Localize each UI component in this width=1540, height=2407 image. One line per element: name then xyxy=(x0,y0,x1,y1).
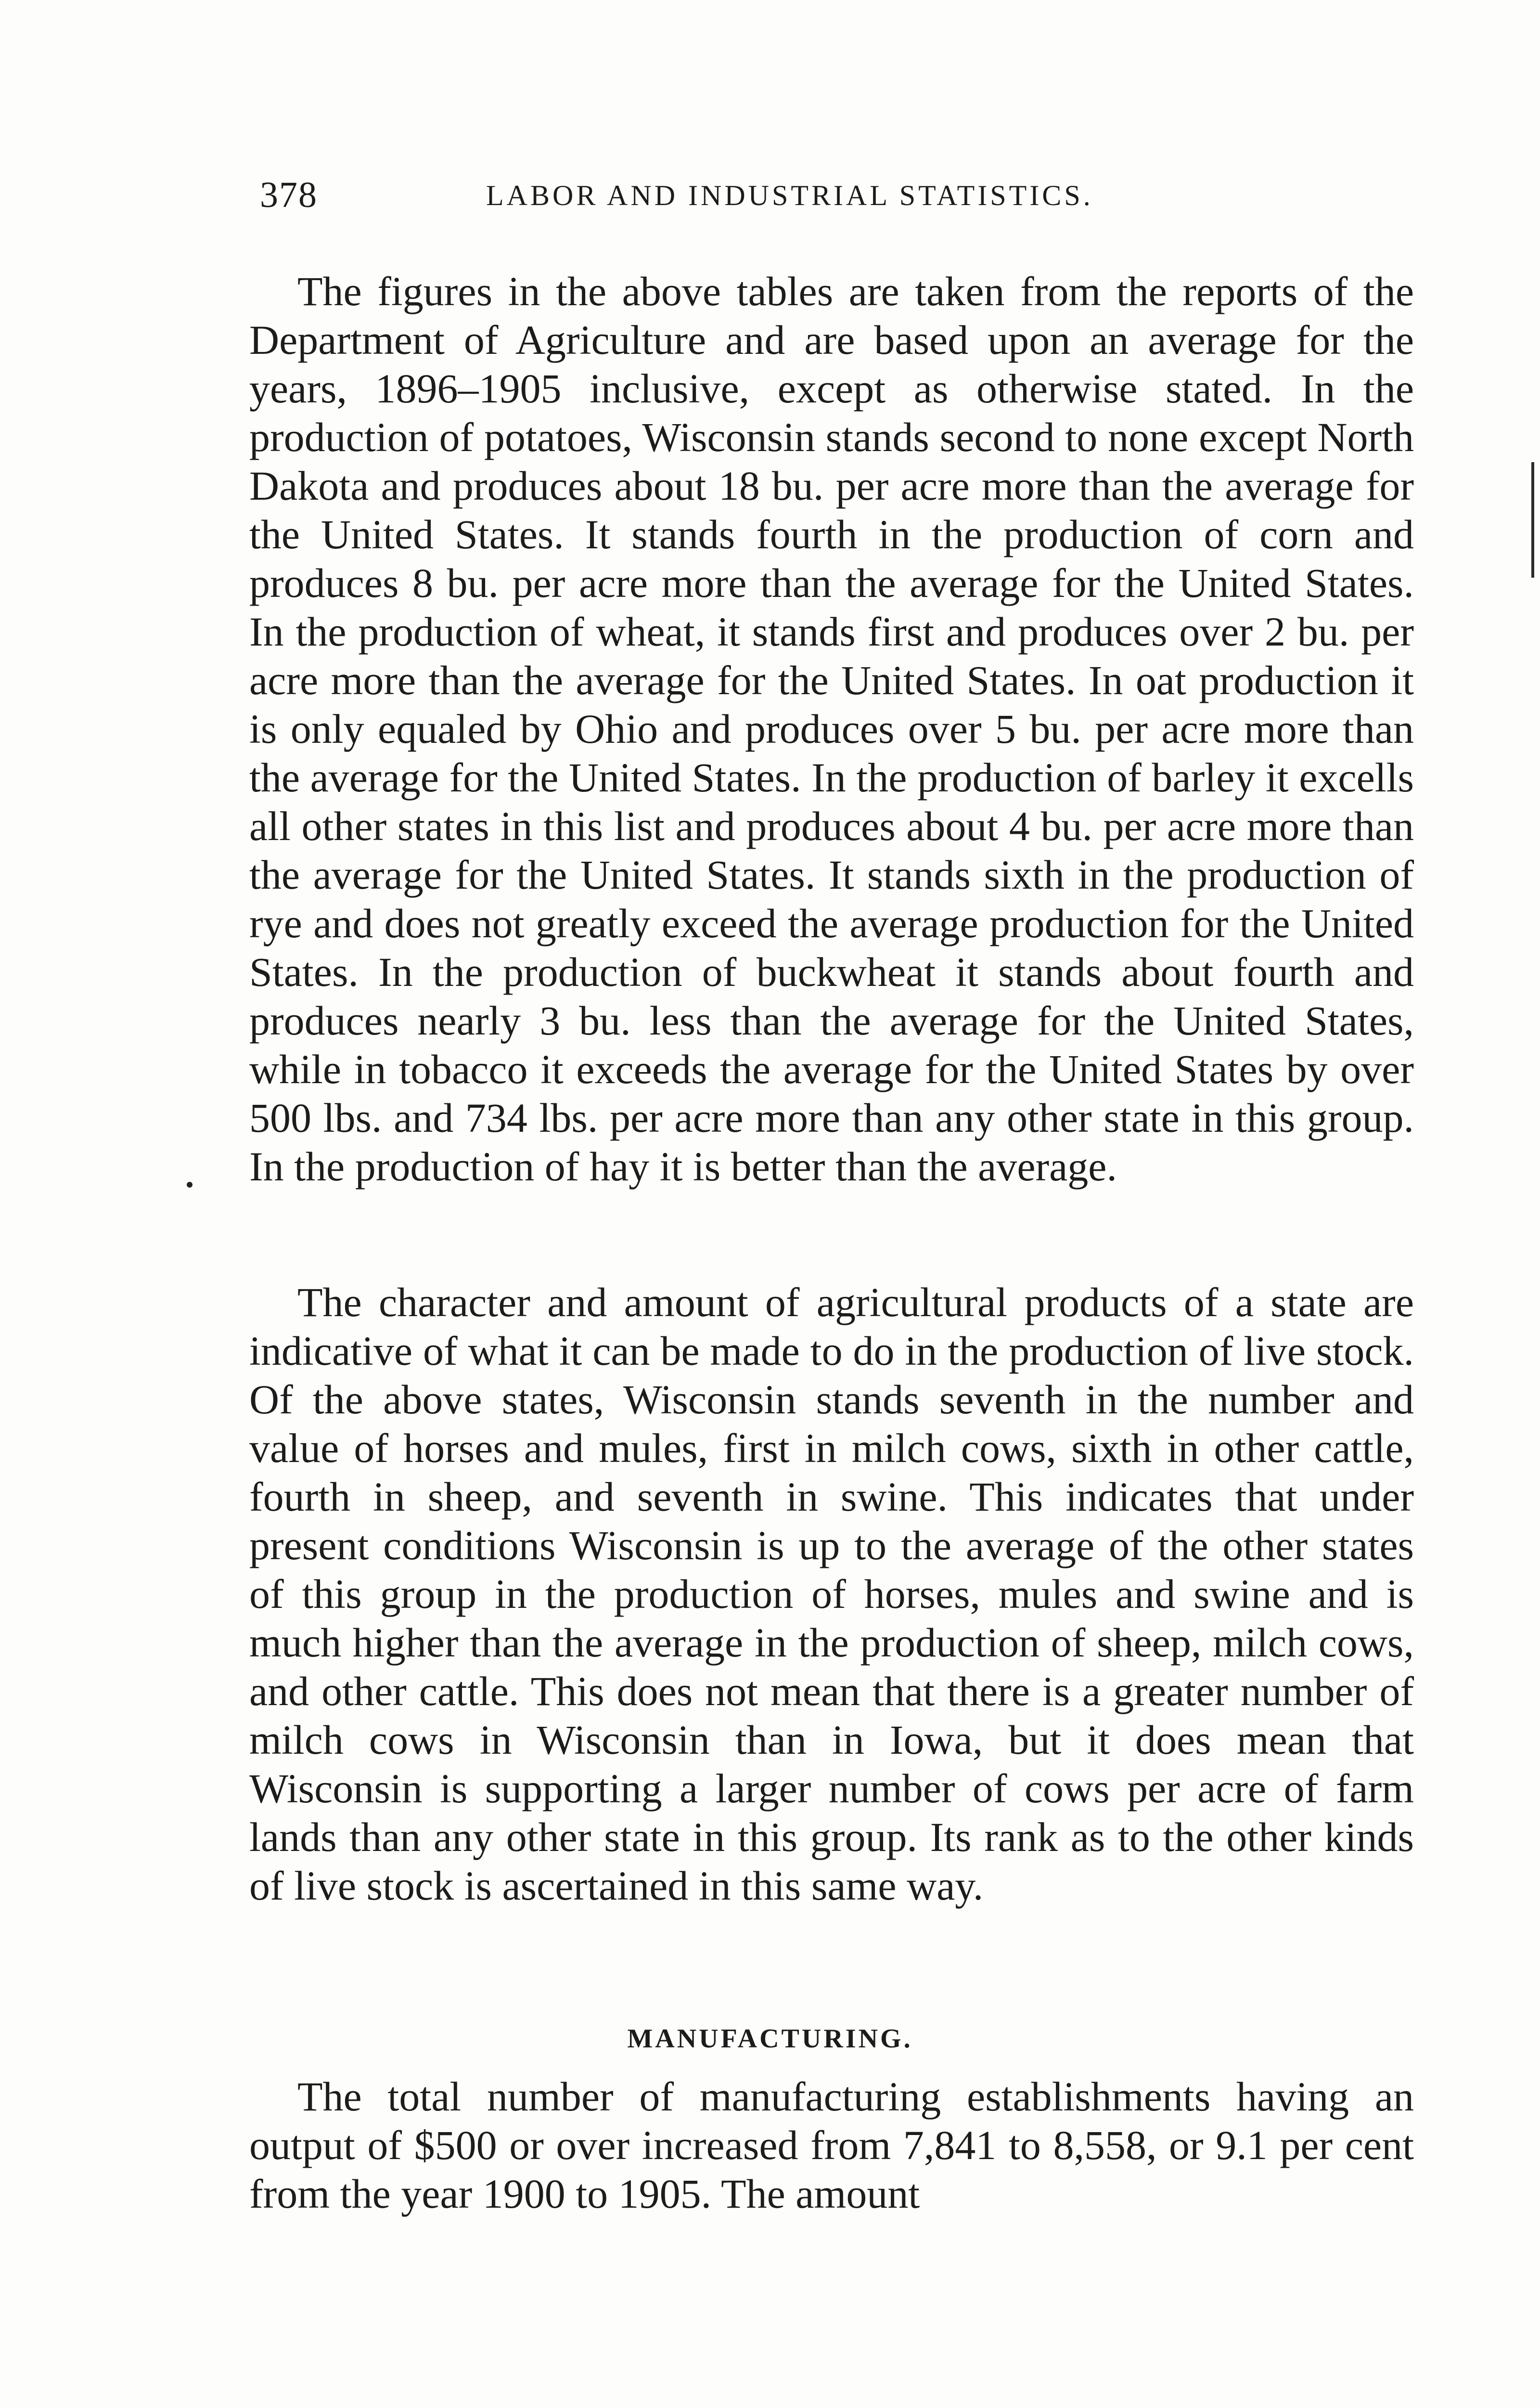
body-paragraph-block-2 xyxy=(249,1278,1414,1910)
page-number: 378 xyxy=(260,175,318,215)
body-paragraph-block-3 xyxy=(249,2072,1414,2218)
paragraph-manufacturing: The total number of manufacturing establishments having an output of $500 or over increased from 7,841 to 8,558, or 9.1 per cent from the year 1900 to 1905. The amount xyxy=(249,2073,1414,2217)
body-paragraph-block-1 xyxy=(249,267,1414,1191)
print-speck-mark xyxy=(187,1182,192,1188)
running-head: LABOR AND INDUSTRIAL STATISTICS. xyxy=(486,180,1093,211)
paragraph-live-stock: The character and amount of agricultural products of a state are indicative of what it can be made to do in the production of live stock. Of the above states, Wisconsin stands seventh in the number and value of horses and mules, first in milch cows, sixth in other cattle, fourth in sheep, and seventh in swine. This indicates that under present conditions Wisconsin is up to the average of the other states of this group in the production of horses, mules and swine and is much higher than the average in the production of sheep, milch cows, and other cattle. This does not mean that there is a greater number of milch cows in Wisconsin than in Iowa, but it does mean that Wisconsin is supporting a larger number of cows per acre of farm lands than any other state in this group. Its rank as to the other kinds of live stock is ascertained in this same way. xyxy=(249,1279,1414,1909)
paragraph-agriculture-figures: The figures in the above tables are taken from the reports of the Department of Agriculture and are based upon an average for the years, 1896–1905 inclusive, except as otherwise stated. In the production of potatoes, Wisconsin stands second to none except North Dakota and produces about 18 bu. per acre more than the average for the United States. It stands fourth in the production of corn and produces 8 bu. per acre more than the average for the United States. In the production of wheat, it stands first and produces over 2 bu. per acre more than the average for the United States. In oat production it is only equaled by Ohio and produces over 5 bu. per acre more than the average for the United States. In the production of barley it excells all other states in this list and produces about 4 bu. per acre more than the average for the United States. It stands sixth in the production of rye and does not greatly exceed the average production for the United States. In the production of buckwheat it stands about fourth and produces nearly 3 bu. less than the average for the United States, while in tobacco it exceeds the average for the United States by over 500 lbs. and 734 lbs. per acre more than any other state in this group. In the production of hay it is better than the average. xyxy=(249,268,1414,1190)
section-heading-manufacturing: MANUFACTURING. xyxy=(627,2024,913,2054)
page-header xyxy=(260,171,1424,224)
page-edge-mark xyxy=(1531,462,1534,578)
